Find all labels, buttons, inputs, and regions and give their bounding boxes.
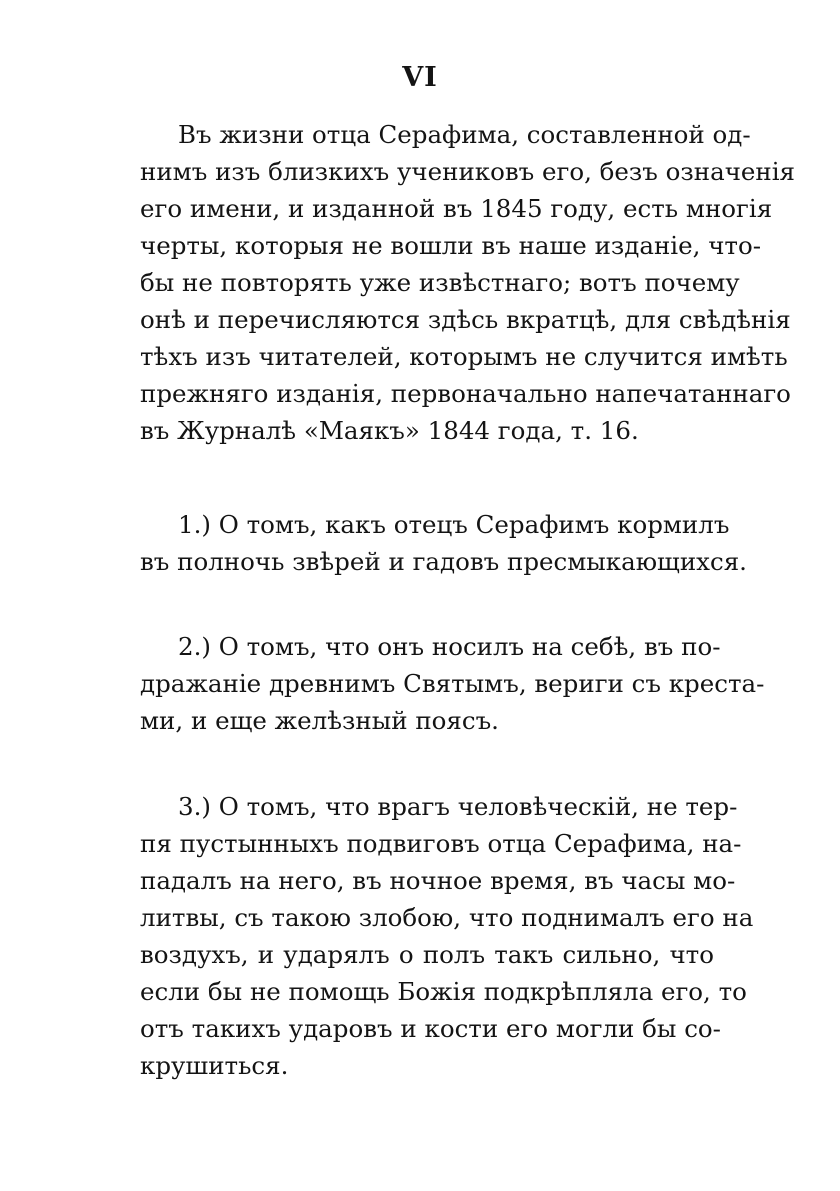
paragraph-line: дражаніе древнимъ Святымъ, вериги съ креста-	[140, 669, 765, 698]
paragraph-line: ми, и еще желѣзный поясъ.	[140, 706, 499, 735]
page-number: VI	[402, 62, 438, 93]
list-item-1	[140, 506, 747, 580]
intro-paragraph	[140, 116, 796, 449]
list-item-3	[140, 788, 754, 1084]
paragraph-line: крушиться.	[140, 1051, 289, 1080]
paragraph-line: онѣ и перечисляются здѣсь вкратцѣ, для свѣдѣнія	[140, 305, 791, 334]
paragraph-line: бы не повторять уже извѣстнаго; вотъ почему	[140, 268, 740, 297]
paragraph-line: падалъ на него, въ ночное время, въ часы мо-	[140, 866, 736, 895]
paragraph-line: 3.) О томъ, что врагъ человѣческій, не тер-	[178, 792, 738, 821]
paragraph-line: въ Журналѣ «Маякъ» 1844 года, т. 16.	[140, 416, 639, 445]
paragraph-line: его имени, и изданной въ 1845 году, есть многія	[140, 194, 773, 223]
paragraph-line: воздухъ, и ударялъ о полъ такъ сильно, что	[140, 940, 714, 969]
paragraph-line: Въ жизни отца Серафима, составленной од-	[178, 120, 751, 149]
paragraph-line: пя пустынныхъ подвиговъ отца Серафима, на-	[140, 829, 742, 858]
list-item-2	[140, 628, 765, 739]
paragraph-line: нимъ изъ близкихъ учениковъ его, безъ означенія	[140, 157, 796, 186]
paragraph-line: если бы не помощь Божія подкрѣпляла его, то	[140, 977, 747, 1006]
paragraph-line: 2.) О томъ, что онъ носилъ на себѣ, въ по-	[178, 632, 721, 661]
paragraph-line: тѣхъ изъ читателей, которымъ не случится имѣть	[140, 342, 788, 371]
paragraph-line: черты, которыя не вошли въ наше изданіе, что-	[140, 231, 761, 260]
paragraph-line: литвы, съ такою злобою, что поднималъ его на	[140, 903, 754, 932]
paragraph-line: 1.) О томъ, какъ отецъ Серафимъ кормилъ	[178, 510, 730, 539]
paragraph-line: прежняго изданія, первоначально напечатаннаго	[140, 379, 791, 408]
paragraph-line: отъ такихъ ударовъ и кости его могли бы со-	[140, 1014, 721, 1043]
paragraph-line: въ полночь звѣрей и гадовъ пресмыкающихся.	[140, 547, 747, 576]
